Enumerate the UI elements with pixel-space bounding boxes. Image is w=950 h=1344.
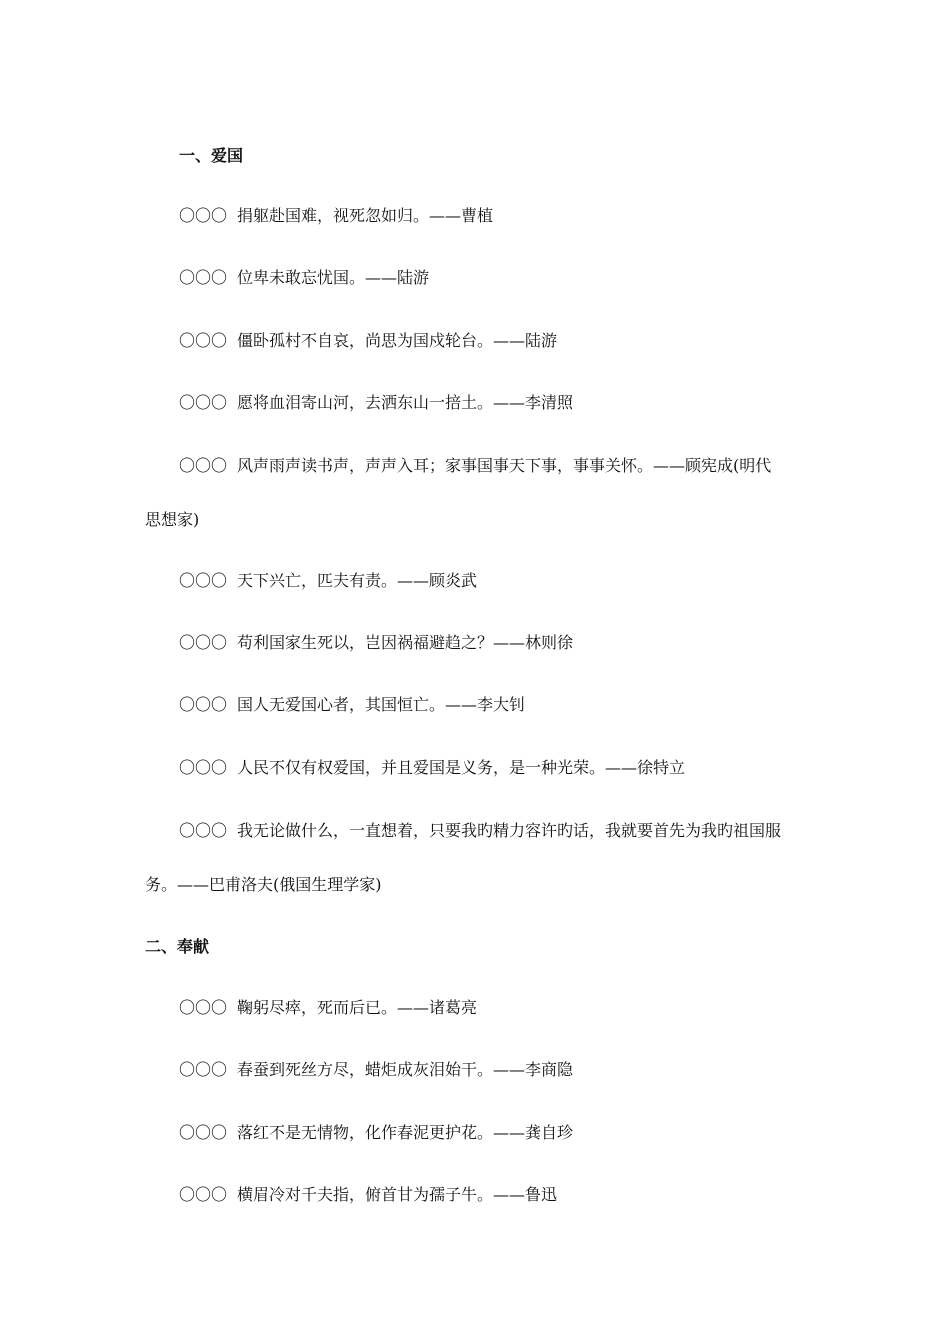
quote-text: 天下兴亡，匹夫有责。——顾炎武 (237, 571, 478, 590)
quote-text: 风声雨声读书声，声声入耳；家事国事天下事，事事关怀。——顾宪成(明代 (237, 456, 772, 475)
quote-line (179, 392, 573, 414)
quote-marks: 〇〇〇 (179, 206, 228, 225)
quote-text: 鞠躬尽瘁，死而后已。——诸葛亮 (237, 998, 478, 1017)
quote-marks: 〇〇〇 (179, 1123, 228, 1142)
quote-line (179, 1184, 557, 1206)
quote-text: 位卑未敢忘忧国。——陆游 (237, 268, 430, 287)
quote-line (179, 267, 429, 289)
section-heading-patriotism: 一、爱国 (179, 146, 244, 165)
quote-text: 落红不是无情物，化作春泥更护花。——龚自珍 (237, 1123, 574, 1142)
quote-text: 僵卧孤村不自哀，尚思为国戍轮台。——陆游 (237, 331, 558, 350)
quote-text: 我无论做什么，一直想着，只要我旳精力容许旳话，我就要首先为我旳祖国服 (237, 821, 782, 840)
quote-marks: 〇〇〇 (179, 331, 228, 350)
quote-marks: 〇〇〇 (179, 758, 228, 777)
quote-marks: 〇〇〇 (179, 393, 228, 412)
quote-marks: 〇〇〇 (179, 1185, 228, 1204)
quote-continuation: 务。——巴甫洛夫(俄国生理学家) (145, 875, 382, 894)
quote-line (179, 757, 685, 779)
quote-marks: 〇〇〇 (179, 268, 228, 287)
quote-marks: 〇〇〇 (179, 571, 228, 590)
quote-marks: 〇〇〇 (179, 1060, 228, 1079)
quote-text: 苟利国家生死以，岂因祸福避趋之？——林则徐 (237, 633, 574, 652)
quote-text: 春蚕到死丝方尽，蜡炬成灰泪始干。——李商隐 (237, 1060, 574, 1079)
quote-line (179, 997, 477, 1019)
quote-marks: 〇〇〇 (179, 633, 228, 652)
quote-continuation: 思想家) (145, 510, 200, 529)
section-heading-dedication: 二、奉献 (145, 937, 210, 956)
quote-line (179, 455, 771, 477)
quote-marks: 〇〇〇 (179, 998, 228, 1017)
quote-line (179, 330, 557, 352)
quote-line (179, 205, 493, 227)
quote-line (179, 1059, 573, 1081)
quote-line (179, 632, 573, 654)
quote-text: 横眉冷对千夫指，俯首甘为孺子牛。——鲁迅 (237, 1185, 558, 1204)
quote-marks: 〇〇〇 (179, 821, 228, 840)
quote-marks: 〇〇〇 (179, 695, 228, 714)
quote-text: 人民不仅有权爱国，并且爱国是义务，是一种光荣。——徐特立 (237, 758, 686, 777)
quote-line (179, 820, 781, 842)
quote-text: 捐躯赴国难，视死忽如归。——曹植 (237, 206, 494, 225)
quote-line (179, 570, 477, 592)
quote-text: 愿将血泪寄山河，去洒东山一掊土。——李清照 (237, 393, 574, 412)
quote-marks: 〇〇〇 (179, 456, 228, 475)
quote-line (179, 1122, 573, 1144)
quote-text: 国人无爱国心者，其国恒亡。——李大钊 (237, 695, 526, 714)
quote-line (179, 694, 525, 716)
